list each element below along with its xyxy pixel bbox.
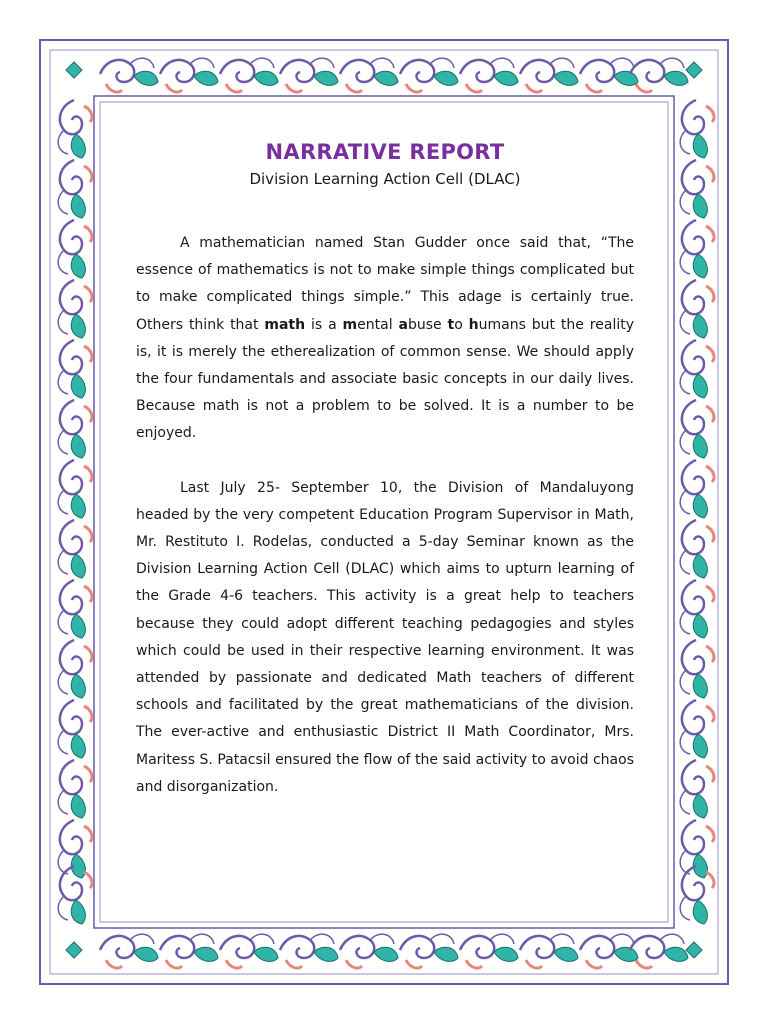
paragraph-1-text-b: is a (305, 316, 343, 333)
paragraph-1-bold-math: math (264, 316, 306, 333)
document-body (136, 138, 634, 801)
paragraph-1 (136, 230, 634, 448)
paragraph-2: Last July 25- September 10, the Division of Mandaluyong headed by the very competent Education Program Supervisor in Math, Mr. Restituto I. Rodelas, conducted a 5-day Seminar known as the Division Learning Action Cell (DLAC) which aims to upturn learning of the Grade 4-6 teachers. This activity is a great help to teachers because they could adopt different teaching pedagogies and styles which could be used in their respective learning environment. It was attended by passionate and dedicated Math teachers of different schools and facilitated by the great mathematicians of the division. The ever-active and enthusiastic District II Math Coordinator, Mrs. Maritess S. Patacsil ensured the flow of the said activity to avoid chaos and disorganization. (136, 479, 634, 795)
paragraph-1-text-e: o (454, 316, 469, 333)
paragraph-1-text-c: ental (357, 316, 399, 333)
page-title: NARRATIVE REPORT (265, 140, 505, 164)
paragraph-1-text-f: umans but the reality is, it is merely the etherealization of common sense. We should apply the four fundamentals and associate basic concepts in our daily lives. Because math is not a problem to be solved. It is a number to be enjoyed. (136, 316, 634, 442)
paragraph-1-text-d: buse (407, 316, 448, 333)
acronym-letter-a: a (398, 316, 408, 333)
page-subtitle: Division Learning Action Cell (DLAC) (249, 170, 521, 188)
acronym-letter-m: m (342, 316, 358, 333)
acronym-letter-h: h (468, 316, 479, 333)
acronym-letter-t: t (447, 316, 455, 333)
paragraph-1-text-a: A mathematician named Stan Gudder once said that, “The essence of mathematics is not to make simple things complicated but to make complicated things simple.” This adage is certainly true. Others think that (136, 235, 634, 333)
